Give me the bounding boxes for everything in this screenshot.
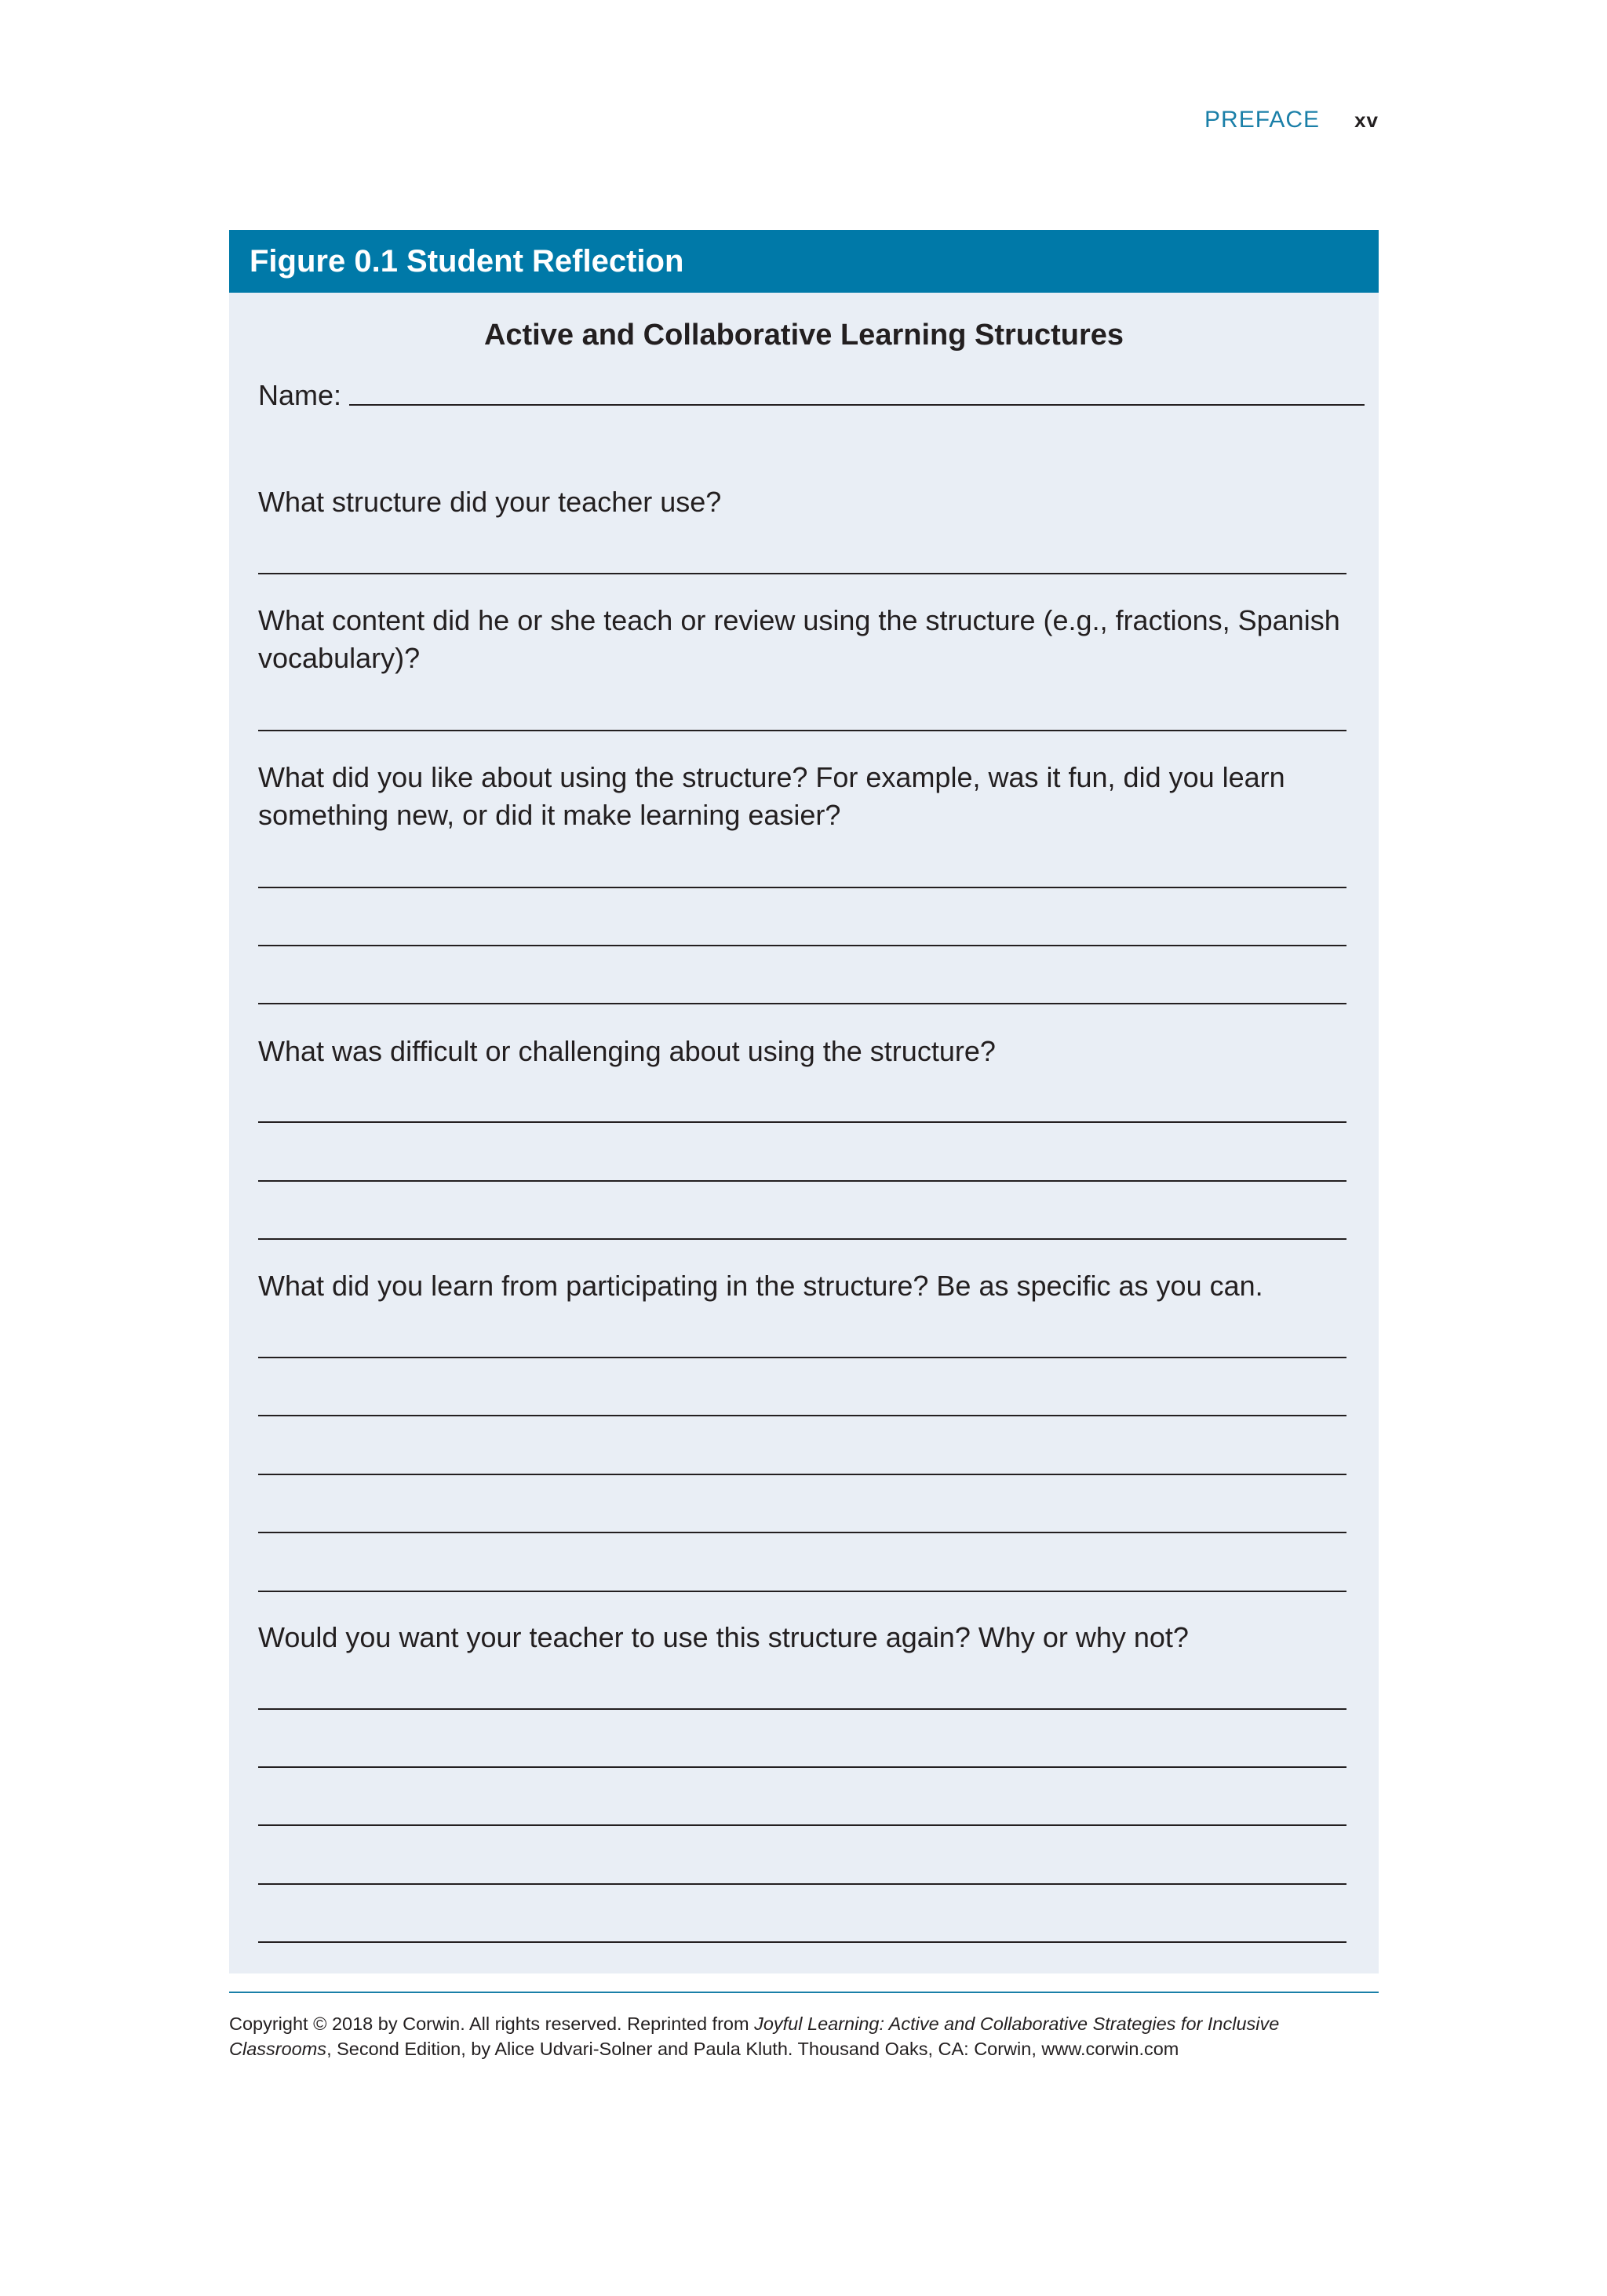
- reflection-form: [229, 230, 1379, 1973]
- name-row: [258, 379, 1365, 412]
- book-title: Joyful Learning: Active and Collaborative Strategies for Inclusive Classrooms: [229, 2014, 1280, 2059]
- name-answer-line[interactable]: [349, 404, 1365, 406]
- answer-line[interactable]: [258, 1824, 1346, 1826]
- copyright-details: , Second Edition, by Alice Udvari-Solner and Paula Kluth. Thousand Oaks, CA: Corwin, www.corwin.com: [326, 2039, 1179, 2059]
- answer-line[interactable]: [258, 1121, 1346, 1123]
- question-6: Would you want your teacher to use this structure again? Why or why not?: [258, 1621, 1189, 1653]
- answer-line[interactable]: [258, 1180, 1346, 1182]
- answer-line[interactable]: [258, 887, 1346, 888]
- question-1: What structure did your teacher use?: [258, 486, 722, 518]
- answer-line[interactable]: [258, 1415, 1346, 1416]
- form-title: Active and Collaborative Learning Structures: [483, 319, 1124, 352]
- answer-line[interactable]: [258, 1941, 1346, 1943]
- answer-line[interactable]: [258, 1883, 1346, 1885]
- figure-header: Figure 0.1 Student Reflection: [229, 230, 1379, 293]
- copyright-notice: [229, 2011, 1379, 2061]
- answer-line[interactable]: [258, 1591, 1346, 1592]
- copyright-text: Copyright © 2018 by Corwin. All rights reserved. Reprinted from: [229, 2014, 755, 2034]
- footer-divider: [229, 1992, 1379, 1993]
- answer-line[interactable]: [258, 1766, 1346, 1768]
- answer-line[interactable]: [258, 1357, 1346, 1358]
- question-2: What content did he or she teach or review using the structure (e.g., fractions, Spanish vocabulary)?: [258, 604, 1340, 674]
- question-3: What did you like about using the structure? For example, was it fun, did you learn something new, or did it make learning easier?: [258, 761, 1285, 831]
- answer-line[interactable]: [258, 945, 1346, 946]
- page-number: xv: [1354, 108, 1379, 132]
- answer-line[interactable]: [258, 1474, 1346, 1475]
- running-head: [1204, 107, 1379, 133]
- answer-line[interactable]: [258, 1532, 1346, 1533]
- name-label: Name:: [258, 379, 342, 411]
- answer-line[interactable]: [258, 730, 1346, 731]
- answer-line[interactable]: [258, 1238, 1346, 1240]
- question-5: What did you learn from participating in the structure? Be as specific as you can.: [258, 1270, 1263, 1302]
- answer-line[interactable]: [258, 1003, 1346, 1004]
- answer-line[interactable]: [258, 1708, 1346, 1710]
- answer-line[interactable]: [258, 573, 1346, 574]
- section-name: PREFACE: [1204, 107, 1321, 133]
- question-4: What was difficult or challenging about using the structure?: [258, 1035, 996, 1067]
